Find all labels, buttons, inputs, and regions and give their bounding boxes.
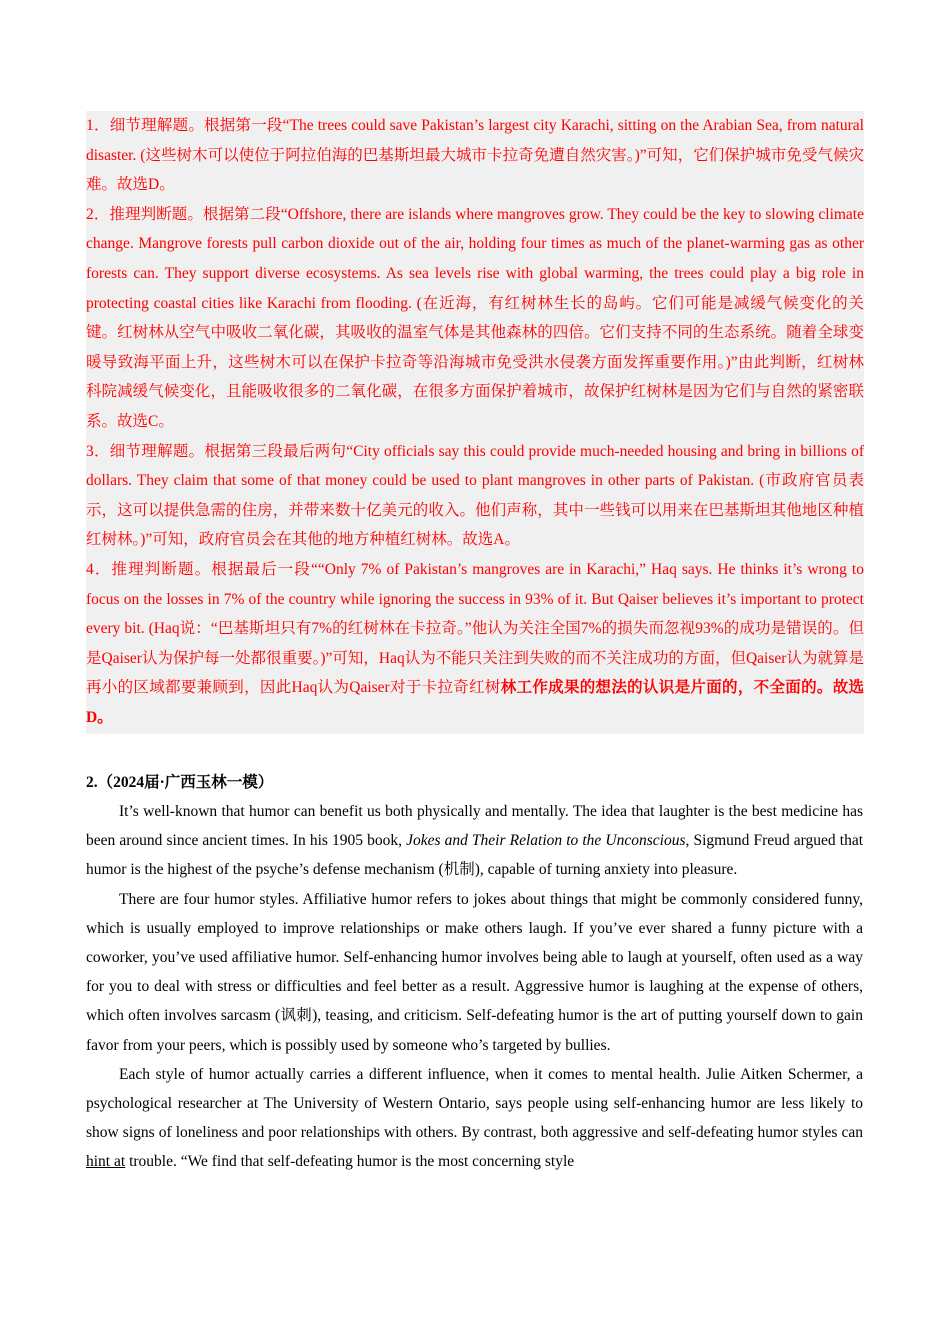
p3-text-b: trouble. “We find that self-defeating humor is the most concerning style <box>125 1153 575 1171</box>
answer-3: 3．细节理解题。根据第三段最后两句“City officials say this could provide much-needed housing and bring in billions of dollars. They claim that some of that money could be used to plant mangroves in other parts of Pakistan. (市政府官员表示，这可以提供急需的住房，并带来数十亿美元的收入。他们声称，其中一些钱可以用来在巴基斯坦其他地区种植红树林。)”可知，政府官员会在其他的地方种植红树林。故选A。 <box>86 442 864 549</box>
answer-1: 1．细节理解题。根据第一段“The trees could save Pakistan’s largest city Karachi, sitting on the Arabian Sea, from natural disaster. (这些树木可以使位于阿拉伯海的巴基斯坦最大城市卡拉奇免遭自然灾害。)”可知，它们保护城市免受气候灾难。故选D。 <box>86 117 864 194</box>
question-heading: 2.（2024届·广西玉林一模） <box>86 774 274 791</box>
passage-paragraph-2: There are four humor styles. Affiliative humor refers to jokes about things that might be commonly considered funny, which is usually employed to improve relationships or make others laugh. If you’ve ever shared a funny picture with a coworker, you’ve used affiliative humor. Self-enhancing humor involves being able to laugh at yourself, often used as a way for you to deal with stress or difficulties and feel better as a result. Aggressive humor is laughing at the expense of others, which often involves sarcasm (讽刺), teasing, and criticism. Self-defeating humor is the art of putting yourself down to gain favor from your peers, which is possibly used by someone who’s targeted by bullies. <box>86 890 863 1054</box>
answer-4-text: 4．推理判断题。根据最后一段““Only 7% of Pakistan’s mangroves are in Karachi,” Haq says. He thinks it’s wrong to focus on the losses in 7% of the country while ignoring the success in 93% of it. But Qaiser believes it’s important to protect every bit. (Haq说：“巴基斯坦只有7%的红树林在卡拉奇。”他认为关注全国7%的损失而忽视93%的成功是错误的。但是Qaiser认为保护每一处都很重要。)”可知，Haq认为不能只关注到失败的而不关注成功的方面，但Qaiser认为就算是再小的区域都要兼顾到，因此Haq认为Qaiser对于卡拉奇红树 <box>86 560 864 697</box>
book-title: Jokes and Their Relation to the Unconscious <box>406 832 686 850</box>
p1-text-a: It’s well-known that humor can benefit us both physically and mentally. The idea that laughter is the best medicine has been around since ancient times. In his 1905 book, <box>86 803 863 850</box>
answer-2: 2．推理判断题。根据第二段“Offshore, there are islands where mangroves grow. They could be the key to slowing climate change. Mangrove forests pull carbon dioxide out of the air, holding four times as much of the planet-warming gas as other forests can. They support diverse ecosystems. As sea levels rise with global warming, the trees could play a big role in protecting coastal cities like Karachi from flooding. (在近海，有红树林生长的岛屿。它们可能是减缓气候变化的关键。红树林从空气中吸收二氧化碳，其吸收的温室气体是其他森林的四倍。它们支持不同的生态系统。随着全球变暖导致海平面上升，这些树木可以在保护卡拉奇等沿海城市免受洪水侵袭方面发挥重要作用。)”由此判断，红树林科院减缓气候变化，且能吸收很多的二氧化碳，在很多方面保护着城市，故保护红树林是因为它们与自然的紧密联系。故选C。 <box>86 205 864 430</box>
passage-paragraph-3 <box>86 1060 863 1177</box>
p1-text-b: , Sigmund Freud argued that humor is the highest of the psyche’s defense mechanism (机制), capable of turning anxiety into pleasure. <box>86 832 864 879</box>
passage-paragraph-1 <box>86 797 863 885</box>
reading-passage <box>86 797 863 1177</box>
answer-4-bold: 林工作成果的想法的认识是片面的，不全面的。故选D。 <box>86 679 864 726</box>
answer-explanations <box>86 111 864 734</box>
p3-text-a: Each style of humor actually carries a different influence, when it comes to mental health. Julie Aitken Schermer, a psychological researcher at The University of Western Ontario, says people using self-enhancing humor are less likely to show signs of loneliness and poor relationships with others. By contrast, both aggressive and self-defeating humor styles can <box>86 1065 863 1142</box>
answer-4 <box>86 555 864 733</box>
underlined-phrase: hint at <box>86 1153 126 1171</box>
